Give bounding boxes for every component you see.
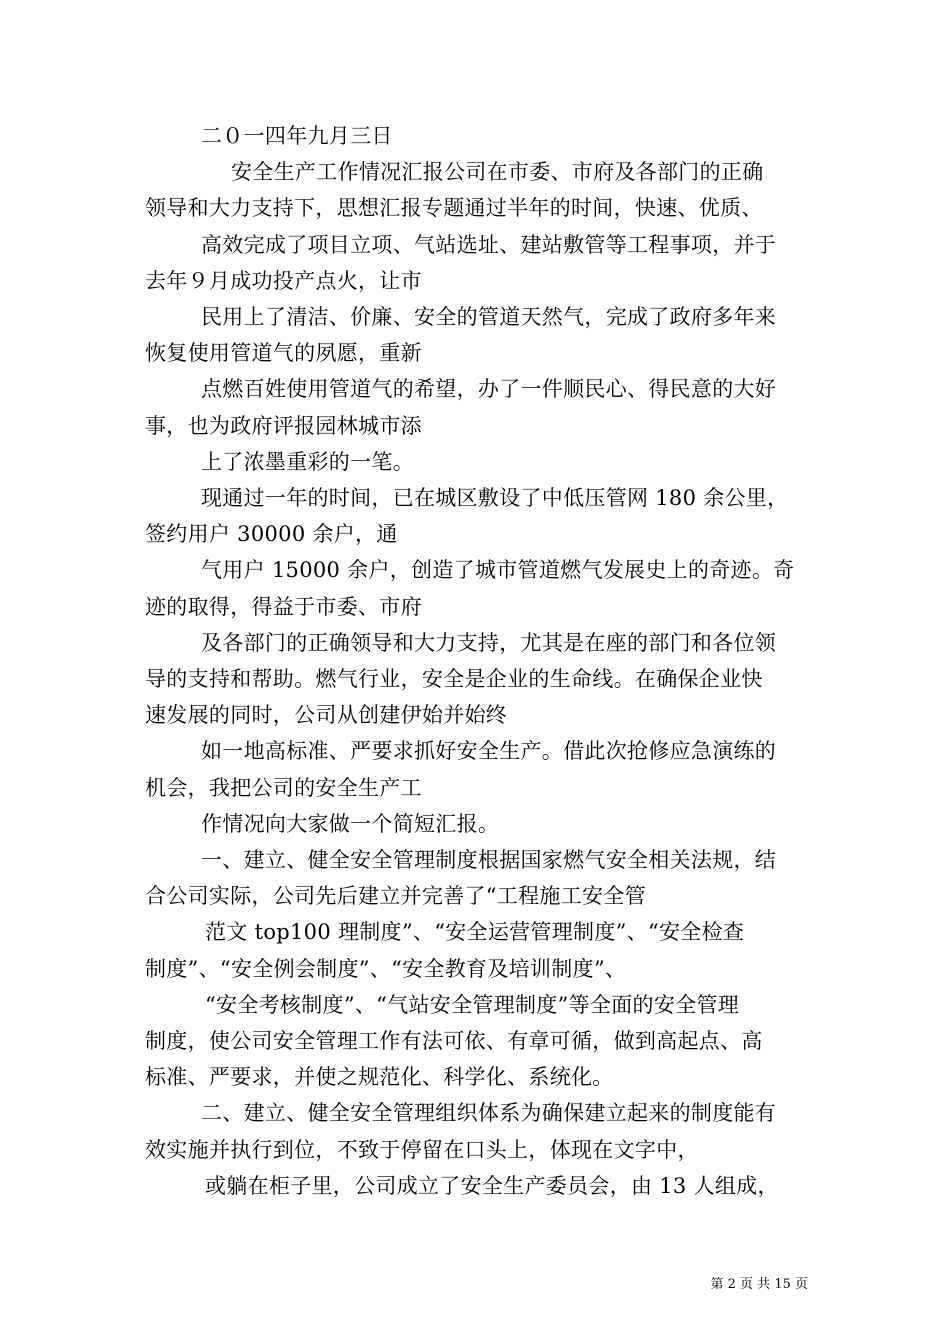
text-line: 作情况向大家做一个简短汇报。 [201, 811, 500, 836]
text-line: 速发展的同时，公司从创建伊始并始终 [145, 703, 508, 728]
text-line: 气用户 15000 余户，创造了城市管道燃气发展史上的奇迹。奇 [201, 558, 795, 583]
document-body [145, 118, 810, 1204]
text-line: 安全生产工作情况汇报公司在市委、市府及各部门的正确 [231, 160, 764, 185]
text-line: 点燃百姓使用管道气的希望，办了一件顺民心、得民意的大好 [201, 377, 777, 402]
text-line: “安全考核制度”、“气站安全管理制度”等全面的安全管理 [205, 992, 740, 1017]
text-line: 高效完成了项目立项、气站选址、建站敷管等工程事项，并于 [201, 232, 777, 257]
text-line-date: 二０一四年九月三日 [201, 124, 393, 148]
text-line: 机会，我把公司的安全生产工 [145, 775, 422, 800]
text-line: 现通过一年的时间，已在城区敷设了中低压管网 180 余公里， [201, 486, 789, 511]
text-line: 领导和大力支持下，思想汇报专题通过半年的时间，快速、优质、 [145, 196, 763, 221]
text-line: 制度”、“安全例会制度”、“安全教育及培训制度”、 [145, 956, 627, 981]
text-line: 或躺在柜子里，公司成立了安全生产委员会，由 13 人组成， [205, 1173, 779, 1198]
text-line: 标准、严要求，并使之规范化、科学化、系统化。 [145, 1065, 614, 1090]
text-line: 上了浓墨重彩的一笔。 [201, 449, 414, 474]
text-line: 民用上了清洁、价廉、安全的管道天然气，完成了政府多年来 [201, 305, 777, 330]
text-line: 导的支持和帮助。燃气行业，安全是企业的生命线。在确保企业快 [145, 667, 763, 692]
text-line: 事，也为政府评报园林城市添 [145, 413, 422, 438]
text-line: 迹的取得，得益于市委、市府 [145, 594, 422, 619]
text-line: 恢复使用管道气的夙愿，重新 [145, 341, 422, 366]
text-line: 去年９月成功投产点火，让市 [145, 268, 422, 293]
text-line: 如一地高标准、严要求抓好安全生产。借此次抢修应急演练的 [201, 739, 777, 764]
page-number-footer: 第 2 页 共 15 页 [710, 1277, 808, 1292]
text-line: 效实施并执行到位，不致于停留在口头上，体现在文字中， [145, 1137, 699, 1162]
text-line: 及各部门的正确领导和大力支持，尤其是在座的部门和各位领 [201, 630, 777, 655]
text-line: 制度，使公司安全管理工作有法可依、有章可循，做到高起点、高 [145, 1029, 763, 1054]
text-line: 二、建立、健全安全管理组织体系为确保建立起来的制度能有 [201, 1101, 777, 1126]
text-line: 签约用户 30000 余户，通 [145, 522, 398, 547]
text-line: 范文 top100 理制度”、“安全运营管理制度”、“安全检查 [205, 920, 745, 945]
text-line: 一、建立、健全安全管理制度根据国家燃气安全相关法规，结 [201, 848, 777, 873]
text-line: 合公司实际，公司先后建立并完善了“工程施工安全管 [145, 884, 646, 909]
